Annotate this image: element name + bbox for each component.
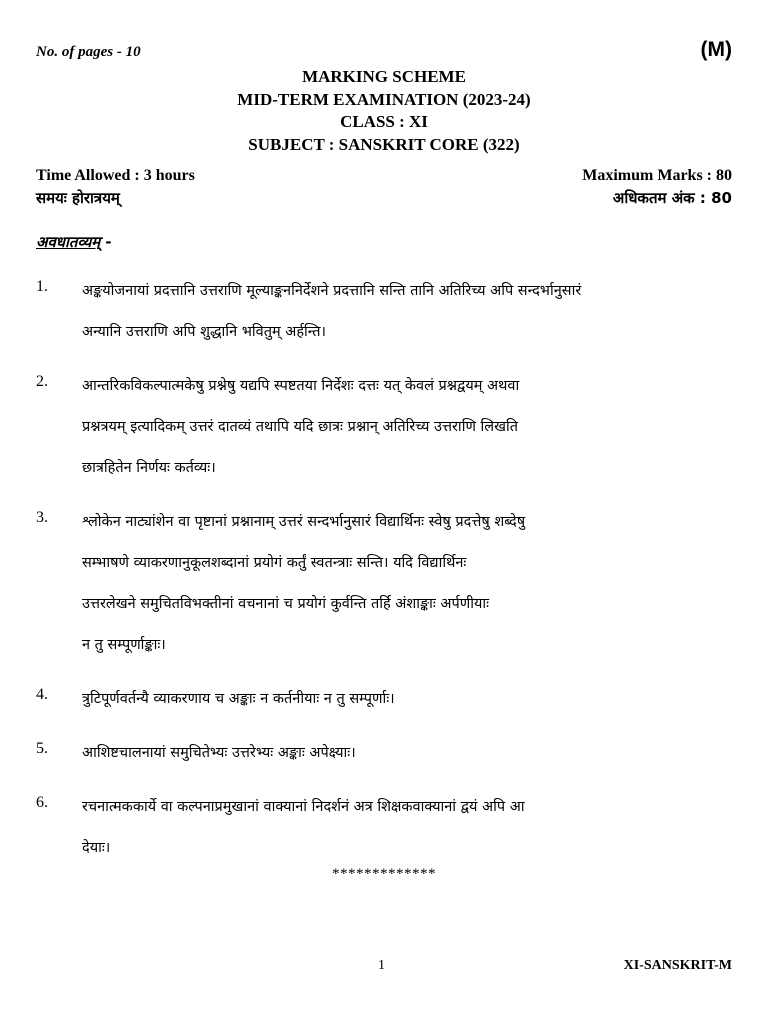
item-line: उत्तरलेखने समुचितविभक्तीनां वचनानां च प्रयोगं कुर्वन्ति तर्हि अंशाङ्काः अर्पणीयाः [82, 596, 490, 612]
meta-row-english [36, 167, 732, 185]
end-stars-divider: ************* [332, 866, 436, 882]
item-line: न तु सम्पूर्णाङ्काः। [82, 637, 166, 653]
pages-count-note: No. of pages - 10 [36, 44, 141, 60]
document-heading [0, 66, 768, 156]
item-line: सम्भाषणे व्याकरणानुकूलशब्दानां प्रयोगं कर्तुं स्वतन्त्राः सन्ति। यदि विद्यार्थिनः [82, 555, 467, 571]
heading-line-exam: MID-TERM EXAMINATION (2023-24) [237, 89, 531, 109]
maximum-marks-sanskrit: अधिकतम अंक : 80 [612, 189, 732, 207]
page-number: 1 [378, 958, 385, 973]
instruction-item-1 [36, 278, 768, 360]
instructions-title-dash: - [100, 233, 112, 251]
item-line: छात्रहितेन निर्णयः कर्तव्यः। [82, 460, 216, 476]
maximum-marks: Maximum Marks : 80 [582, 167, 732, 184]
time-allowed: Time Allowed : 3 hours [36, 167, 195, 184]
time-allowed-sanskrit: समयः होरात्रयम् [36, 189, 120, 207]
item-number: 5. [36, 740, 48, 757]
item-line: त्रुटिपूर्णवर्तन्यै व्याकरणाय च अङ्काः न कर्तनीयाः न तु सम्पूर्णाः। [82, 691, 395, 707]
instructions-title [36, 232, 112, 252]
item-number: 3. [36, 509, 48, 526]
instruction-item-6 [36, 794, 768, 876]
item-number: 4. [36, 686, 48, 703]
set-code-label: (M) [700, 38, 732, 61]
item-line: आन्तरिकविकल्पात्मकेषु प्रश्नेषु यद्यपि स्पष्टतया निर्देशः दत्तः यत् केवलं प्रश्नद्वयम् अथवा [82, 378, 520, 394]
instruction-item-2 [36, 373, 768, 496]
item-line: श्लोकेन नाट्यांशेन वा पृष्टानां प्रश्नानाम् उत्तरं सन्दर्भानुसारं विद्यार्थिनः स्वेषु प्रदत्तेषु शब्देषु [82, 514, 526, 530]
item-line: देयाः। [82, 840, 111, 856]
item-number: 2. [36, 373, 48, 390]
instruction-item-4 [36, 686, 768, 727]
instruction-item-3 [36, 509, 768, 673]
instruction-item-5 [36, 740, 768, 781]
item-line: रचनात्मककार्ये वा कल्पनाप्रमुखानां वाक्यानां निदर्शनं अत्र शिक्षकवाक्यानां द्वयं अपि आ [82, 799, 525, 815]
instruction-list [36, 278, 768, 889]
item-number: 6. [36, 794, 48, 811]
item-line: प्रश्नत्रयम् इत्यादिकम् उत्तरं दातव्यं तथापि यदि छात्रः प्रश्नान् अतिरिच्य उत्तराणि लिखति [82, 419, 519, 435]
item-line: आशिष्टचालनायां समुचितेभ्यः उत्तरेभ्यः अङ्काः अपेक्ष्याः। [82, 745, 356, 761]
footer-code: XI-SANSKRIT-M [623, 958, 732, 973]
item-line: अन्यानि उत्तराणि अपि शुद्धानि भवितुम् अर्हन्ति। [82, 324, 327, 340]
heading-line-scheme: MARKING SCHEME [302, 67, 466, 86]
item-number: 1. [36, 278, 48, 295]
instructions-title-text: अवधातव्यम् [36, 233, 101, 251]
item-line: अङ्कयोजनायां प्रदत्तानि उत्तराणि मूल्याङ्कननिर्देशने प्रदत्तानि सन्ति तानि अतिरिच्य अपि सन्दर्भानुसारं [82, 283, 582, 299]
heading-line-class: CLASS : XI [340, 112, 428, 131]
heading-line-subject: SUBJECT : SANSKRIT CORE (322) [248, 134, 520, 154]
meta-row-sanskrit [36, 188, 732, 208]
